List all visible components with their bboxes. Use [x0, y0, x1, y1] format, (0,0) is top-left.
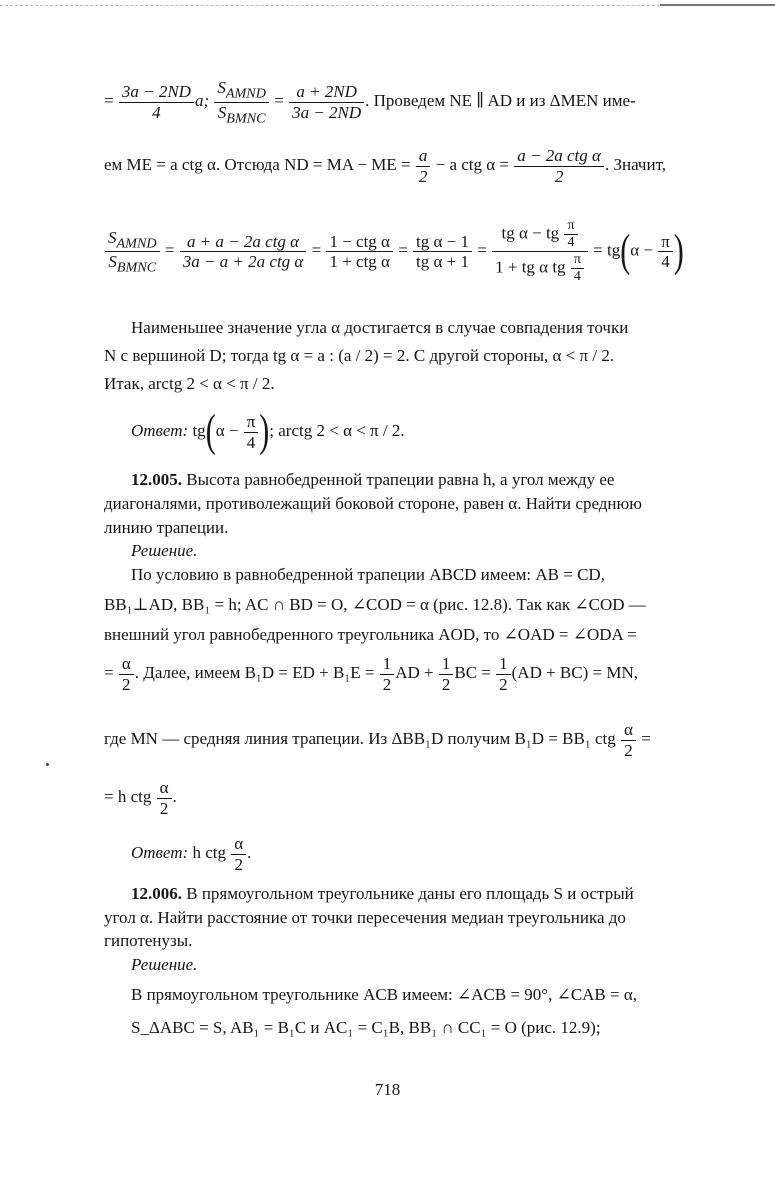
- fraction: $\frac{\text{1 − ctg α}}{\text{1 + ctg α}}$: [326, 232, 393, 272]
- paragraph-line: Итак, arctg 2 < α < π / 2.: [104, 374, 275, 393]
- fraction: $\frac{\alpha}{2}$: [621, 720, 636, 760]
- paragraph-line: Наименьшее значение угла α достигается в случае совпадения точки: [131, 318, 629, 337]
- problem-line: диагоналями, противолежащий боковой стороне, равен α. Найти среднюю: [104, 494, 642, 513]
- solution-equation-line: = $\frac{\alpha}{2}$ . Далее, имеем B₁D = ED + B₁E = $\frac{1}{2}$ AD + $\frac{1}{2}$ BC = $\frac{1}{2}$ (AD + BC) = MN,: [104, 654, 638, 694]
- problem-line: линию трапеции.: [104, 518, 229, 537]
- solution-line: По условию в равнобедренной трапеции ABCD имеем: AB = CD,: [131, 565, 605, 584]
- answer-1: Ответ: tg(α − $\frac{\pi}{4}$ ); arctg 2 < α < π / 2.: [131, 406, 405, 457]
- fraction: $\frac{\text{tg α − 1}}{\text{tg α + 1}}$: [413, 232, 472, 272]
- fraction: $\frac{a}{2}$: [416, 146, 431, 186]
- fraction: $\frac{S_{AMND}}{S_{BMNC}}$: [105, 228, 160, 276]
- problem-12-005-heading: 12.005. Высота равнобедренной трапеции равна h, а угол между ее: [131, 470, 615, 489]
- equation-line-3: $\frac{S_{AMND}}{S_{BMNC}}$ = $\frac{\text{a + a − 2a ctg α}}{\text{3a − a + 2a ctg α}}$ = $\frac{\text{1 − ctg α}}{\text{1 + ctg α}}$ = $\frac{\text{tg α − 1}}{\text{tg α + 1}}$ = tg α − tg $\frac{\pi}{4}$ 1 + tg α tg $\frac{\pi}{4}$ = tg(α − $\frac{\pi}{4}$ ): [104, 218, 684, 285]
- print-speck: [46, 763, 49, 766]
- fraction: $\frac{1}{2}$: [439, 654, 454, 694]
- solution-line: BB₁⊥AD, BB₁ = h; AC ∩ BD = O, ∠COD = α (рис. 12.8). Так как ∠COD —: [104, 595, 646, 614]
- fraction: $\frac{\text{a − 2a ctg α}}{2}$: [514, 146, 604, 186]
- top-rule-dark: [660, 4, 775, 6]
- problem-line: угол α. Найти расстояние от точки пересечения медиан треугольника до: [104, 908, 626, 927]
- paragraph-line: N с вершиной D; тогда tg α = a : (a / 2) = 2. С другой стороны, α < π / 2.: [104, 346, 615, 365]
- solution-label: Решение.: [131, 541, 198, 560]
- solution-line: внешний угол равнобедренного треугольника AOD, то ∠OAD = ∠ODA =: [104, 625, 637, 644]
- top-rule: [0, 5, 775, 6]
- fraction: $\frac{1}{2}$: [496, 654, 511, 694]
- equation-line-2: ем ME = a ctg α. Отсюда ND = MA − ME = $\frac{a}{2}$ − a ctg α = $\frac{\text{a − 2a ctg α}}{2}$ . Значит,: [104, 146, 666, 186]
- fraction: $\frac{\alpha}{2}$: [157, 778, 172, 818]
- page-number: 718: [374, 1080, 401, 1099]
- fraction: $\frac{\alpha}{2}$: [119, 654, 134, 694]
- problem-line: гипотенузы.: [104, 931, 193, 950]
- fraction: $\frac{\alpha}{2}$: [231, 834, 246, 874]
- fraction: $\frac{\pi}{4}$: [244, 412, 259, 452]
- problem-12-006-heading: 12.006. В прямоугольном треугольнике даны его площадь S и острый: [131, 884, 634, 903]
- compound-fraction: tg α − tg $\frac{\pi}{4}$ 1 + tg α tg $\frac{\pi}{4}$: [492, 218, 588, 285]
- answer-2: Ответ: h ctg $\frac{\alpha}{2}$ .: [131, 834, 252, 874]
- solution-equation-line: = h ctg $\frac{\alpha}{2}$ .: [104, 778, 177, 818]
- solution-label: Решение.: [131, 955, 198, 974]
- fraction: $\frac{\text{a + a − 2a ctg α}}{\text{3a − a + 2a ctg α}}$: [180, 232, 307, 272]
- solution-line: В прямоугольном треугольнике ACB имеем: ∠ACB = 90°, ∠CAB = α,: [131, 985, 638, 1004]
- fraction: $\frac{\pi}{4}$: [658, 232, 673, 272]
- fraction: $\frac{S_{AMND}}{S_{BMNC}}$: [214, 78, 269, 126]
- solution-equation-line: где MN — средняя линия трапеции. Из ΔBB₁D получим B₁D = BB₁ ctg $\frac{\alpha}{2}$ =: [104, 720, 651, 760]
- fraction: $\frac{a + 2ND}{3a - 2ND}$: [289, 82, 364, 122]
- fraction: $\frac{3a - 2ND}{4}$: [119, 82, 194, 122]
- equation-line-1: = $\frac{3a - 2ND}{4}$ a; $\frac{S_{AMND}}{S_{BMNC}}$ = $\frac{a + 2ND}{3a - 2ND}$ . Проведем NE ∥ AD и из ΔMEN име-: [104, 78, 636, 127]
- fraction: $\frac{1}{2}$: [380, 654, 395, 694]
- solution-line: S_ΔABC = S, AB₁ = B₁C и AC₁ = C₁B, BB₁ ∩ CC₁ = O (рис. 12.9);: [131, 1018, 601, 1037]
